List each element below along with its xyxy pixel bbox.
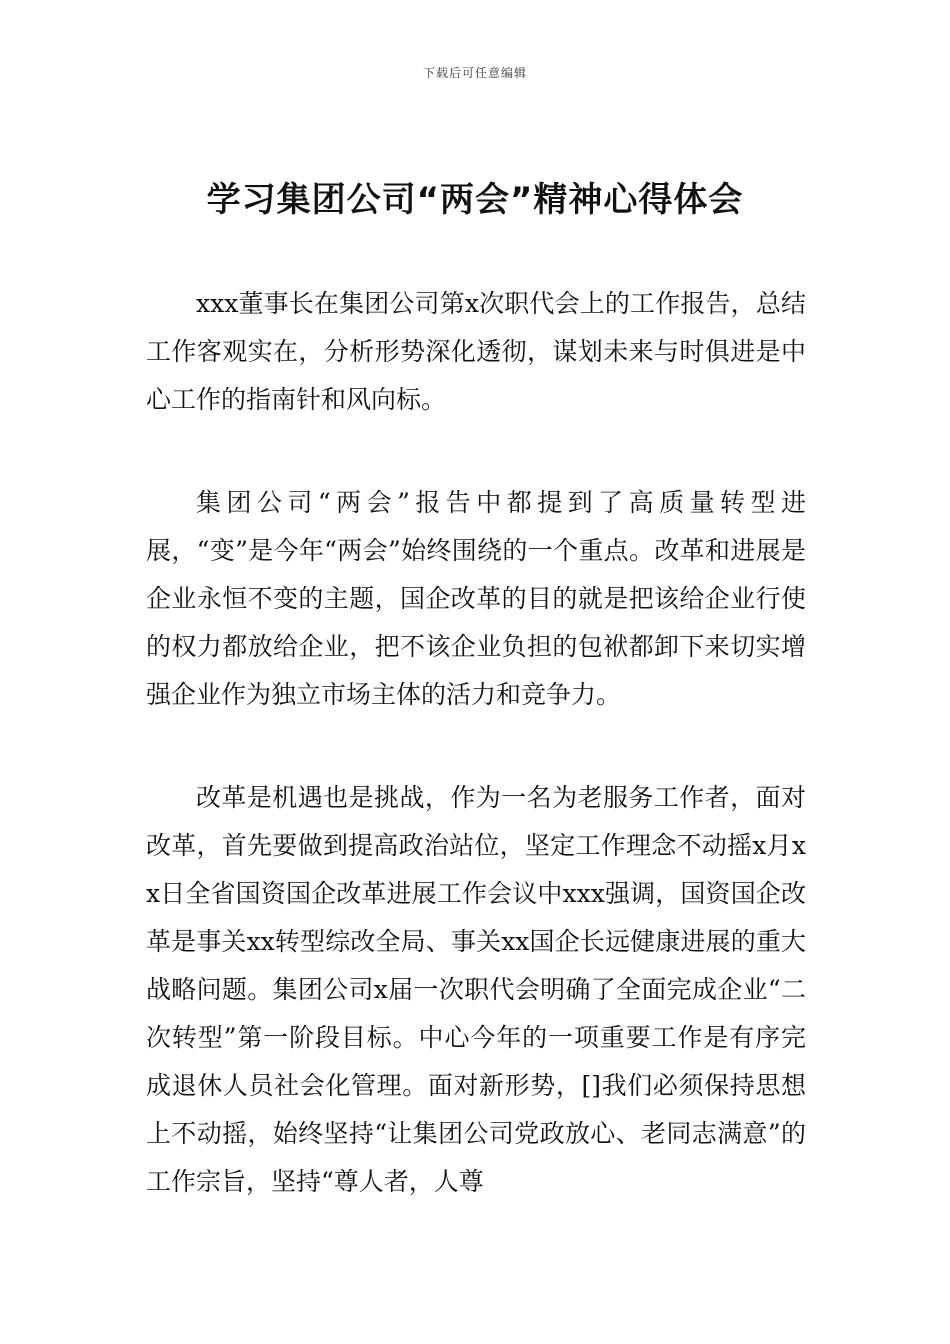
- paragraph-1: xxx董事长在集团公司第x次职代会上的工作报告，总结工作客观实在，分析形势深化透彻，谋划未来与时俱进是中心工作的指南针和风向标。: [146, 289, 806, 414]
- document-body: [146, 280, 806, 1206]
- document-title: 学习集团公司“两会”精神心得体会: [206, 180, 744, 220]
- page-header-note: 下载后可任意编辑: [422, 66, 527, 80]
- paragraph-3: 改革是机遇也是挑战，作为一名为老服务工作者，面对改革，首先要做到提高政治站位，坚定工作理念不动摇x月xx日全省国资国企改革进展工作会议中xxx强调，国资国企改革是事关xx转型综改全局、事关xx国企长远健康进展的重大战略问题。集团公司x届一次职代会明确了全面完成企业“二次转型”第一阶段目标。中心今年的一项重要工作是有序完成退休人员社会化管理。面对新形势，[]我们必须保持思想上不动摇，始终坚持“让集团公司党政放心、老同志满意”的工作宗旨，坚持“尊人者，人尊: [146, 783, 806, 1196]
- paragraph-2: 集团公司“两会”报告中都提到了高质量转型进展，“变”是今年“两会”始终围绕的一个重点。改革和进展是企业永恒不变的主题，国企改革的目的就是把该给企业行使的权力都放给企业，把不该企业负担的包袱都卸下来切实增强企业作为独立市场主体的活力和竞争力。: [146, 488, 806, 709]
